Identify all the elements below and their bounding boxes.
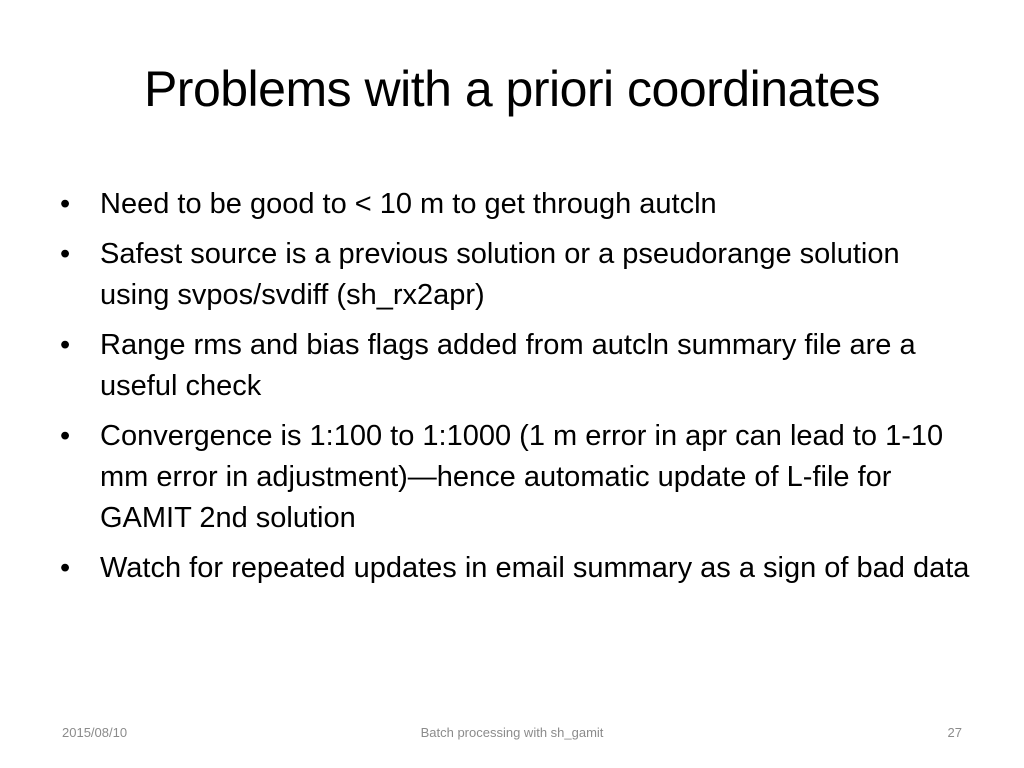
bullet-item — [56, 416, 976, 539]
bullet-dot-icon: • — [60, 552, 71, 584]
bullet-item — [56, 234, 976, 316]
bullet-dot-icon: • — [60, 420, 71, 452]
bullet-text: Range rms and bias flags added from autcln summary file are a useful check — [100, 329, 916, 402]
bullet-dot-icon: • — [60, 238, 71, 270]
bullet-text: Safest source is a previous solution or a pseudorange solution using svpos/svdiff (sh_rx2apr) — [100, 238, 900, 311]
bullet-item — [56, 548, 976, 589]
footer-date: 2015/08/10 — [62, 725, 128, 740]
footer-title: Batch processing with sh_gamit — [420, 725, 604, 740]
bullet-text: Watch for repeated updates in email summary as a sign of bad data — [100, 552, 970, 584]
bullet-text: Convergence is 1:100 to 1:1000 (1 m error in apr can lead to 1-10 mm error in adjustment)—hence automatic update of L-file for GAMIT 2nd solution — [100, 420, 944, 534]
bullet-item — [56, 184, 976, 225]
bullet-list — [56, 184, 976, 598]
bullet-dot-icon: • — [60, 329, 71, 361]
bullet-dot-icon: • — [60, 188, 71, 220]
page-number: 27 — [947, 725, 962, 740]
slide-title: Problems with a priori coordinates — [143, 61, 881, 117]
bullet-text: Need to be good to < 10 m to get through autcln — [100, 188, 717, 220]
bullet-item — [56, 325, 976, 407]
